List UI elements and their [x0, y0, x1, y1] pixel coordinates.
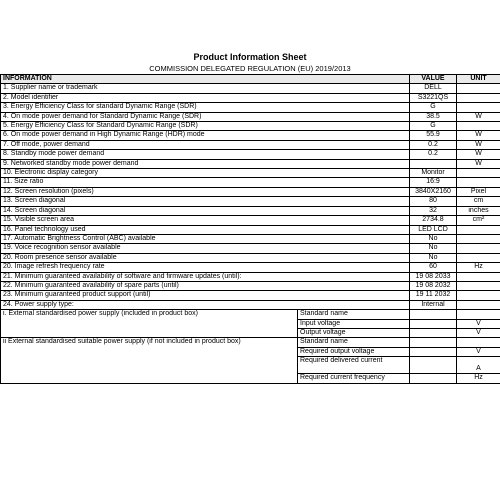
row-value: 19 08 2033: [410, 272, 457, 281]
row-label: 4. On mode power demand for Standard Dynamic Range (SDR): [1, 112, 410, 121]
row-unit: cm: [457, 197, 500, 206]
row-unit: [457, 244, 500, 253]
row-value: 32: [410, 206, 457, 215]
row-unit: [457, 93, 500, 102]
row-label: 8. Standby mode power demand: [1, 150, 410, 159]
row-label: 20. Image refresh frequency rate: [1, 263, 410, 272]
row-value: 19 11 2032: [410, 291, 457, 300]
table-row: [1, 272, 500, 281]
psu-field-unit: Hz: [457, 374, 500, 383]
header-unit: UNIT: [457, 75, 500, 84]
row-label: 2. Model identifier: [1, 93, 410, 102]
table-row: [1, 93, 500, 102]
row-label: 3. Energy Efficiency Class for standard Dynamic Range (SDR): [1, 103, 410, 112]
row-label: 23. Minimum guaranteed product support (until): [1, 291, 410, 300]
row-value: No: [410, 253, 457, 262]
psu-field-value: [410, 310, 457, 319]
row-value: 38.5: [410, 112, 457, 121]
table-row: [1, 84, 500, 93]
row-unit: [457, 234, 500, 243]
row-label: 7. Off mode, power demand: [1, 140, 410, 149]
row-unit: [457, 84, 500, 93]
row-value: 0.2: [410, 150, 457, 159]
psu-field-unit: [457, 338, 500, 347]
psu-group-label: i. External standardised power supply (included in product box): [1, 310, 298, 338]
table-row: [1, 244, 500, 253]
table-row: [1, 300, 500, 309]
row-unit: W: [457, 159, 500, 168]
row-value: [410, 159, 457, 168]
row-unit: [457, 122, 500, 131]
row-label: 15. Visible screen area: [1, 216, 410, 225]
psu-row: [1, 310, 500, 319]
row-value: 80: [410, 197, 457, 206]
row-label: 5. Energy Efficiency Class for Standard Dynamic Range (SDR): [1, 122, 410, 131]
row-value: 2734.8: [410, 216, 457, 225]
row-label: 12. Screen resolution (pixels): [1, 187, 410, 196]
row-unit: [457, 300, 500, 309]
row-unit: [457, 178, 500, 187]
table-row: [1, 150, 500, 159]
table-row: [1, 253, 500, 262]
sheet-title: Product Information Sheet: [193, 52, 307, 62]
table-row: [1, 216, 500, 225]
row-unit: cm²: [457, 216, 500, 225]
psu-field-label: Output voltage: [298, 328, 410, 337]
header-value: VALUE: [410, 75, 457, 84]
table-row: [1, 178, 500, 187]
table-row: [1, 225, 500, 234]
table-row: [1, 206, 500, 215]
table-row: [1, 140, 500, 149]
psu-field-label: Input voltage: [298, 319, 410, 328]
row-value: G: [410, 103, 457, 112]
row-unit: [457, 103, 500, 112]
row-value: 55.9: [410, 131, 457, 140]
row-unit: inches: [457, 206, 500, 215]
psu-field-label: Required delivered current: [298, 357, 410, 374]
psu-row: [1, 338, 500, 347]
row-unit: [457, 169, 500, 178]
table-row: [1, 112, 500, 121]
row-label: 17. Automatic Brightness Control (ABC) available: [1, 234, 410, 243]
row-value: DELL: [410, 84, 457, 93]
psu-field-label: Standard name: [298, 338, 410, 347]
row-label: 21. Minimum guaranteed availability of software and firmware updates (until):: [1, 272, 410, 281]
row-unit: W: [457, 150, 500, 159]
row-label: 24. Power supply type:: [1, 300, 410, 309]
row-label: 22. Minimum guaranteed availability of spare parts (until): [1, 281, 410, 290]
row-unit: [457, 253, 500, 262]
psu-field-unit: V: [457, 319, 500, 328]
psu-field-label: Required current frequency: [298, 374, 410, 383]
sheet-subtitle: COMMISSION DELEGATED REGULATION (EU) 2019/2013: [149, 64, 351, 73]
row-value: 3840X2160: [410, 187, 457, 196]
table-row: [1, 169, 500, 178]
psu-field-value: [410, 357, 457, 374]
table-row: [1, 281, 500, 290]
psu-field-value: [410, 328, 457, 337]
row-unit: [457, 225, 500, 234]
header-information: INFORMATION: [1, 75, 410, 84]
row-unit: W: [457, 140, 500, 149]
row-value: 19 08 2032: [410, 281, 457, 290]
row-label: 1. Supplier name or trademark: [1, 84, 410, 93]
table-row: [1, 131, 500, 140]
row-value: Monitor: [410, 169, 457, 178]
row-value: G: [410, 122, 457, 131]
psu-field-unit: V: [457, 328, 500, 337]
row-label: 13. Screen diagonal: [1, 197, 410, 206]
psu-field-value: [410, 338, 457, 347]
row-unit: [457, 281, 500, 290]
row-unit: [457, 272, 500, 281]
row-value: Internal: [410, 300, 457, 309]
row-unit: Pixel: [457, 187, 500, 196]
table-row: [1, 234, 500, 243]
row-unit: W: [457, 131, 500, 140]
psu-field-label: Required output voltage: [298, 347, 410, 356]
row-unit: [457, 291, 500, 300]
row-label: 19. Voice recognition sensor available: [1, 244, 410, 253]
row-value: No: [410, 244, 457, 253]
row-label: 11. Size ratio: [1, 178, 410, 187]
table-row: [1, 159, 500, 168]
table-row: [1, 197, 500, 206]
row-value: 16:9: [410, 178, 457, 187]
row-value: LED LCD: [410, 225, 457, 234]
table-row: [1, 122, 500, 131]
table-row: [1, 187, 500, 196]
psu-field-value: [410, 319, 457, 328]
psu-field-unit: [457, 310, 500, 319]
row-label: 6. On mode power demand in High Dynamic Range (HDR) mode: [1, 131, 410, 140]
row-label: 9. Networked standby mode power demand: [1, 159, 410, 168]
row-unit: W: [457, 112, 500, 121]
row-value: S3221QS: [410, 93, 457, 102]
row-unit: Hz: [457, 263, 500, 272]
psu-field-label: Standard name: [298, 310, 410, 319]
table-row: [1, 291, 500, 300]
row-value: 60: [410, 263, 457, 272]
psu-field-unit: V: [457, 347, 500, 356]
table-row: [1, 103, 500, 112]
psu-field-unit: A: [457, 357, 500, 374]
row-value: 0.2: [410, 140, 457, 149]
row-label: 20. Room presence sensor available: [1, 253, 410, 262]
row-value: No: [410, 234, 457, 243]
table-row: [1, 263, 500, 272]
row-label: 14. Screen diagonal: [1, 206, 410, 215]
row-label: 10. Electronic display category: [1, 169, 410, 178]
psu-group-label: ii External standardised suitable power supply (if not included in product box): [1, 338, 298, 383]
row-label: 16. Panel technology used: [1, 225, 410, 234]
psu-field-value: [410, 347, 457, 356]
table-header-row: [1, 75, 500, 84]
product-info-table: [0, 74, 500, 384]
psu-field-value: [410, 374, 457, 383]
